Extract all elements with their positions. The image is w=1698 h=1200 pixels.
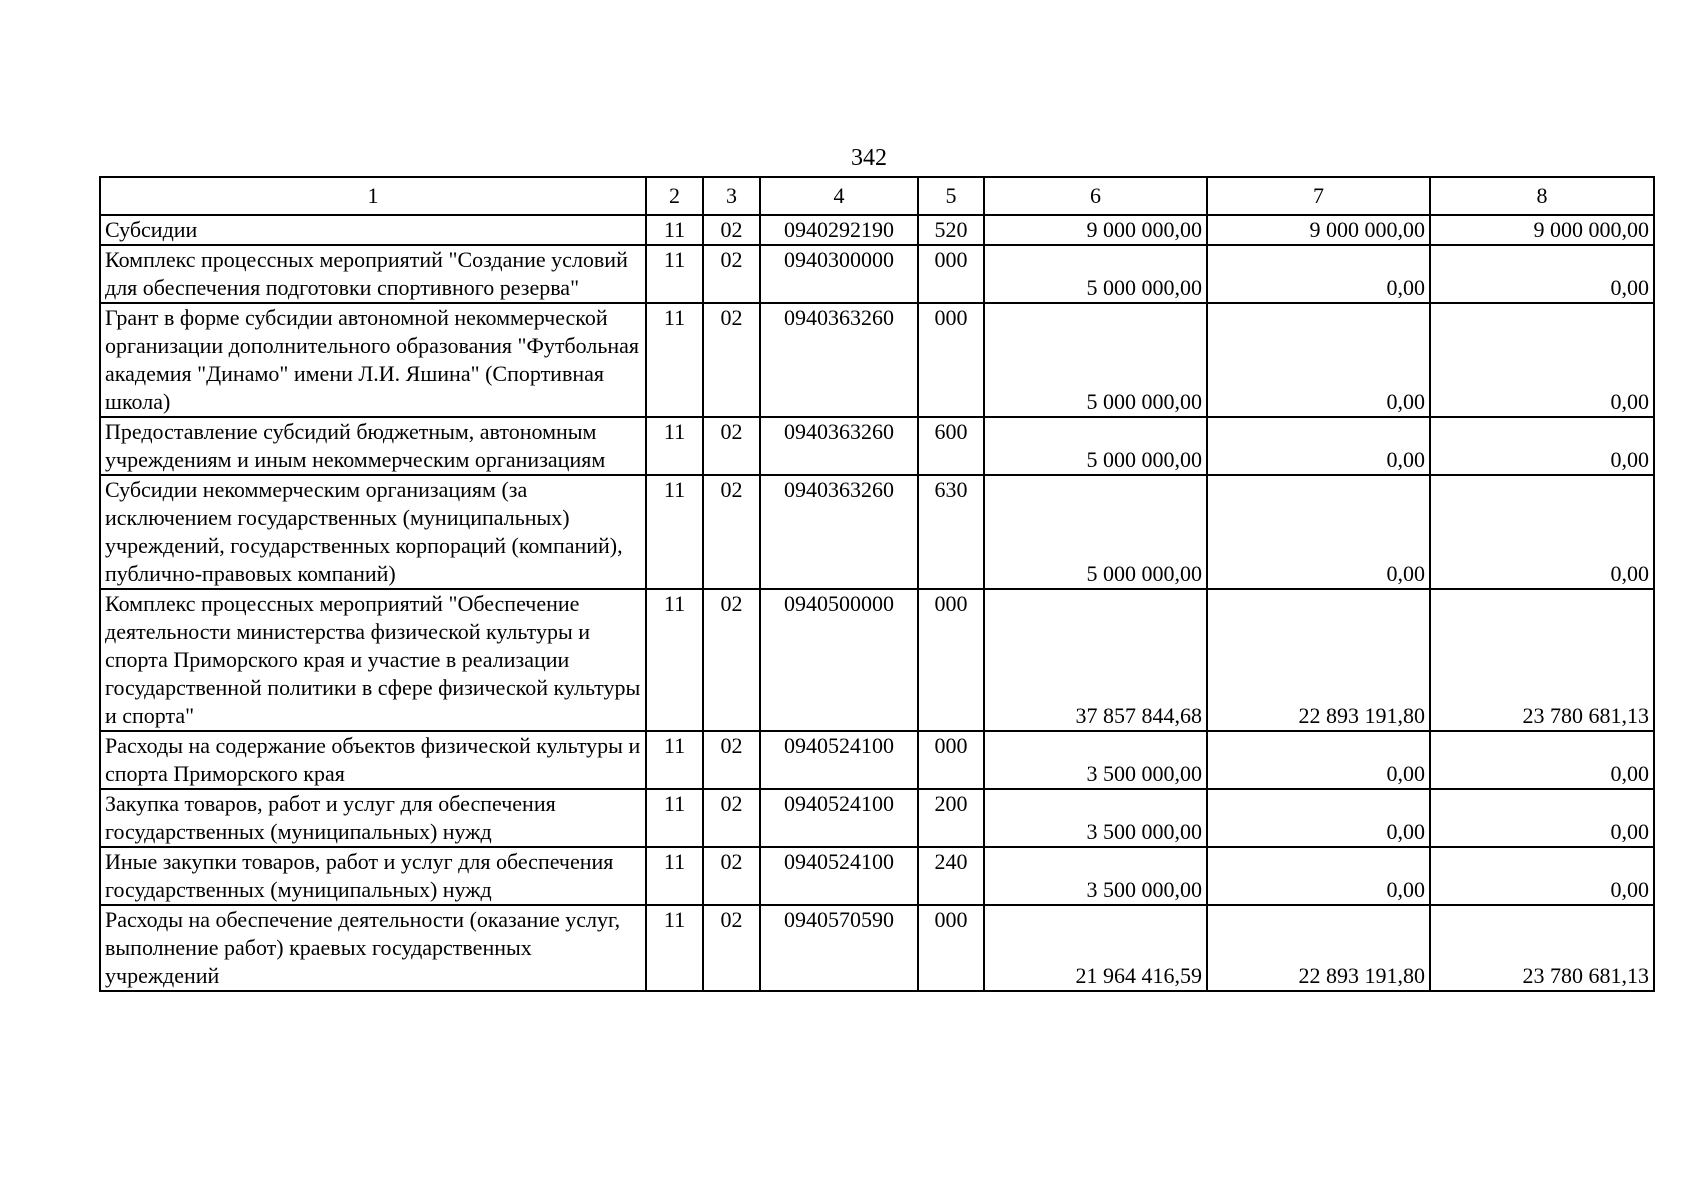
header-cell: 4: [760, 177, 918, 215]
cell-amount-8: 0,00: [1430, 475, 1654, 589]
cell-section: 11: [646, 731, 703, 789]
cell-subsection: 02: [703, 475, 760, 589]
cell-amount-7: 9 000 000,00: [1207, 215, 1430, 245]
cell-amount-6: 3 500 000,00: [984, 847, 1207, 905]
cell-target-code: 0940363260: [760, 303, 918, 417]
cell-amount-6: 5 000 000,00: [984, 475, 1207, 589]
cell-target-code: 0940292190: [760, 215, 918, 245]
table-row: [100, 789, 1654, 847]
cell-target-code: 0940300000: [760, 245, 918, 303]
cell-amount-6: 3 500 000,00: [984, 731, 1207, 789]
header-row: [100, 177, 1654, 215]
cell-subsection: 02: [703, 215, 760, 245]
table-row: [100, 475, 1654, 589]
cell-expense-type: 000: [918, 905, 984, 991]
cell-name: Субсидии некоммерческим организациям (за исключением государственных (муниципальных) учреждений, государственных корпораций (компаний), публично-правовых компаний): [100, 475, 646, 589]
cell-amount-7: 22 893 191,80: [1207, 905, 1430, 991]
cell-amount-8: 0,00: [1430, 303, 1654, 417]
cell-subsection: 02: [703, 905, 760, 991]
cell-amount-6: 37 857 844,68: [984, 589, 1207, 731]
cell-name: Предоставление субсидий бюджетным, автономным учреждениям и иным некоммерческим организациям: [100, 417, 646, 475]
header-cell: 7: [1207, 177, 1430, 215]
cell-amount-8: 9 000 000,00: [1430, 215, 1654, 245]
cell-target-code: 0940363260: [760, 475, 918, 589]
table-row: [100, 245, 1654, 303]
cell-amount-6: 5 000 000,00: [984, 245, 1207, 303]
table-row: [100, 905, 1654, 991]
cell-section: 11: [646, 245, 703, 303]
cell-subsection: 02: [703, 589, 760, 731]
cell-amount-6: 5 000 000,00: [984, 417, 1207, 475]
header-cell: 3: [703, 177, 760, 215]
cell-expense-type: 000: [918, 303, 984, 417]
page-number: 342: [851, 145, 887, 171]
cell-section: 11: [646, 475, 703, 589]
header-cell: 5: [918, 177, 984, 215]
cell-expense-type: 000: [918, 731, 984, 789]
cell-subsection: 02: [703, 245, 760, 303]
cell-amount-8: 23 780 681,13: [1430, 589, 1654, 731]
table-row: [100, 303, 1654, 417]
cell-section: 11: [646, 417, 703, 475]
table-row: [100, 731, 1654, 789]
cell-amount-7: 0,00: [1207, 417, 1430, 475]
cell-expense-type: 600: [918, 417, 984, 475]
cell-amount-7: 22 893 191,80: [1207, 589, 1430, 731]
table-row: [100, 589, 1654, 731]
cell-amount-8: 0,00: [1430, 847, 1654, 905]
cell-amount-7: 0,00: [1207, 789, 1430, 847]
cell-name: Комплекс процессных мероприятий "Создание условий для обеспечения подготовки спортивного резерва": [100, 245, 646, 303]
cell-name: Грант в форме субсидии автономной некоммерческой организации дополнительного образования "Футбольная академия "Динамо" имени Л.И. Яшина" (Спортивная школа): [100, 303, 646, 417]
cell-amount-7: 0,00: [1207, 303, 1430, 417]
cell-target-code: 0940570590: [760, 905, 918, 991]
cell-amount-7: 0,00: [1207, 245, 1430, 303]
table-row: [100, 417, 1654, 475]
header-cell: 2: [646, 177, 703, 215]
cell-subsection: 02: [703, 789, 760, 847]
table-row: [100, 215, 1654, 245]
cell-amount-6: 9 000 000,00: [984, 215, 1207, 245]
cell-target-code: 0940500000: [760, 589, 918, 731]
cell-amount-7: 0,00: [1207, 731, 1430, 789]
cell-name: Расходы на содержание объектов физической культуры и спорта Приморского края: [100, 731, 646, 789]
cell-amount-8: 0,00: [1430, 731, 1654, 789]
cell-target-code: 0940524100: [760, 731, 918, 789]
cell-amount-6: 3 500 000,00: [984, 789, 1207, 847]
header-cell: 1: [100, 177, 646, 215]
cell-name: Комплекс процессных мероприятий "Обеспечение деятельности министерства физической культуры и спорта Приморского края и участие в реализации государственной политики в сфере физической культуры и спорта": [100, 589, 646, 731]
cell-expense-type: 000: [918, 589, 984, 731]
cell-expense-type: 240: [918, 847, 984, 905]
cell-target-code: 0940524100: [760, 789, 918, 847]
cell-amount-8: 0,00: [1430, 789, 1654, 847]
cell-amount-8: 0,00: [1430, 417, 1654, 475]
header-cell: 8: [1430, 177, 1654, 215]
cell-amount-8: 0,00: [1430, 245, 1654, 303]
cell-section: 11: [646, 789, 703, 847]
table-row: [100, 847, 1654, 905]
cell-target-code: 0940363260: [760, 417, 918, 475]
cell-expense-type: 630: [918, 475, 984, 589]
cell-expense-type: 000: [918, 245, 984, 303]
cell-name: Закупка товаров, работ и услуг для обеспечения государственных (муниципальных) нужд: [100, 789, 646, 847]
cell-subsection: 02: [703, 417, 760, 475]
cell-section: 11: [646, 905, 703, 991]
cell-expense-type: 520: [918, 215, 984, 245]
cell-target-code: 0940524100: [760, 847, 918, 905]
cell-expense-type: 200: [918, 789, 984, 847]
budget-table: [99, 176, 1655, 992]
cell-amount-7: 0,00: [1207, 475, 1430, 589]
cell-amount-6: 21 964 416,59: [984, 905, 1207, 991]
cell-subsection: 02: [703, 731, 760, 789]
cell-amount-7: 0,00: [1207, 847, 1430, 905]
cell-name: Субсидии: [100, 215, 646, 245]
header-cell: 6: [984, 177, 1207, 215]
cell-amount-6: 5 000 000,00: [984, 303, 1207, 417]
cell-section: 11: [646, 215, 703, 245]
cell-section: 11: [646, 847, 703, 905]
cell-amount-8: 23 780 681,13: [1430, 905, 1654, 991]
cell-section: 11: [646, 303, 703, 417]
cell-name: Иные закупки товаров, работ и услуг для обеспечения государственных (муниципальных) нужд: [100, 847, 646, 905]
cell-section: 11: [646, 589, 703, 731]
cell-name: Расходы на обеспечение деятельности (оказание услуг, выполнение работ) краевых государственных учреждений: [100, 905, 646, 991]
cell-subsection: 02: [703, 847, 760, 905]
cell-subsection: 02: [703, 303, 760, 417]
